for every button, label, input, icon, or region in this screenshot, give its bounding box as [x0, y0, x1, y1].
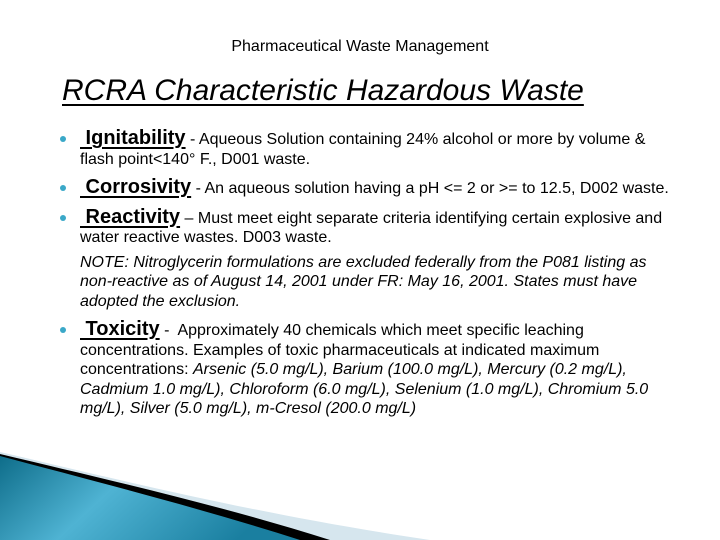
bullet-ignitability [60, 129, 670, 169]
bullet-separator: – [180, 209, 198, 227]
bullet-dot-icon [60, 136, 66, 142]
bullet-note: NOTE: Nitroglycerin formulations are excluded federally from the P081 listing as non-reactive as of August 14, 2001 under FR: May 16, 2001. States must have adopted the exclusion. [80, 253, 647, 310]
bullet-text: Approximately 40 chemicals which meet specific leaching concentrations. Examples of toxic pharmaceuticals at indicated maximum concentrations: [80, 322, 600, 378]
bullet-term: Corrosivity [80, 176, 192, 198]
slide-title: RCRA Characteristic Hazardous Waste [62, 74, 584, 107]
bullet-corrosivity [60, 178, 670, 199]
bullet-dot-icon [60, 185, 66, 191]
bullet-toxicity [60, 320, 670, 419]
bullet-term: Reactivity [80, 205, 181, 228]
slide-header: Pharmaceutical Waste Management [231, 38, 489, 55]
bullet-text: An aqueous solution having a pH <= 2 or >= to 12.5, D002 waste. [204, 180, 669, 197]
bullet-text: Must meet eight separate criteria identifying certain explosive and water reactive wastes. D003 waste. [80, 209, 663, 246]
bullet-reactivity [60, 205, 670, 312]
bullet-dot-icon [60, 327, 66, 333]
bullet-dot-icon [60, 215, 66, 221]
bullet-list [60, 129, 670, 428]
bullet-separator: - [191, 180, 205, 197]
bullet-separator: - [185, 131, 199, 148]
bullet-text: Aqueous Solution containing 24% alcohol or more by volume & flash point<140° F., D001 waste. [80, 131, 646, 168]
bullet-term: Ignitability [80, 127, 186, 149]
bullet-term: Toxicity [80, 318, 160, 340]
bullet-examples: Arsenic (5.0 mg/L), Barium (100.0 mg/L), Mercury (0.2 mg/L), Cadmium 1.0 mg/L), Chloroform (6.0 mg/L), Selenium (1.0 mg/L), Chromium 5.0 mg/L), Silver (5.0 mg/L), m-Cresol (200.0 mg/L) [80, 361, 649, 417]
bullet-separator: - [159, 322, 178, 339]
